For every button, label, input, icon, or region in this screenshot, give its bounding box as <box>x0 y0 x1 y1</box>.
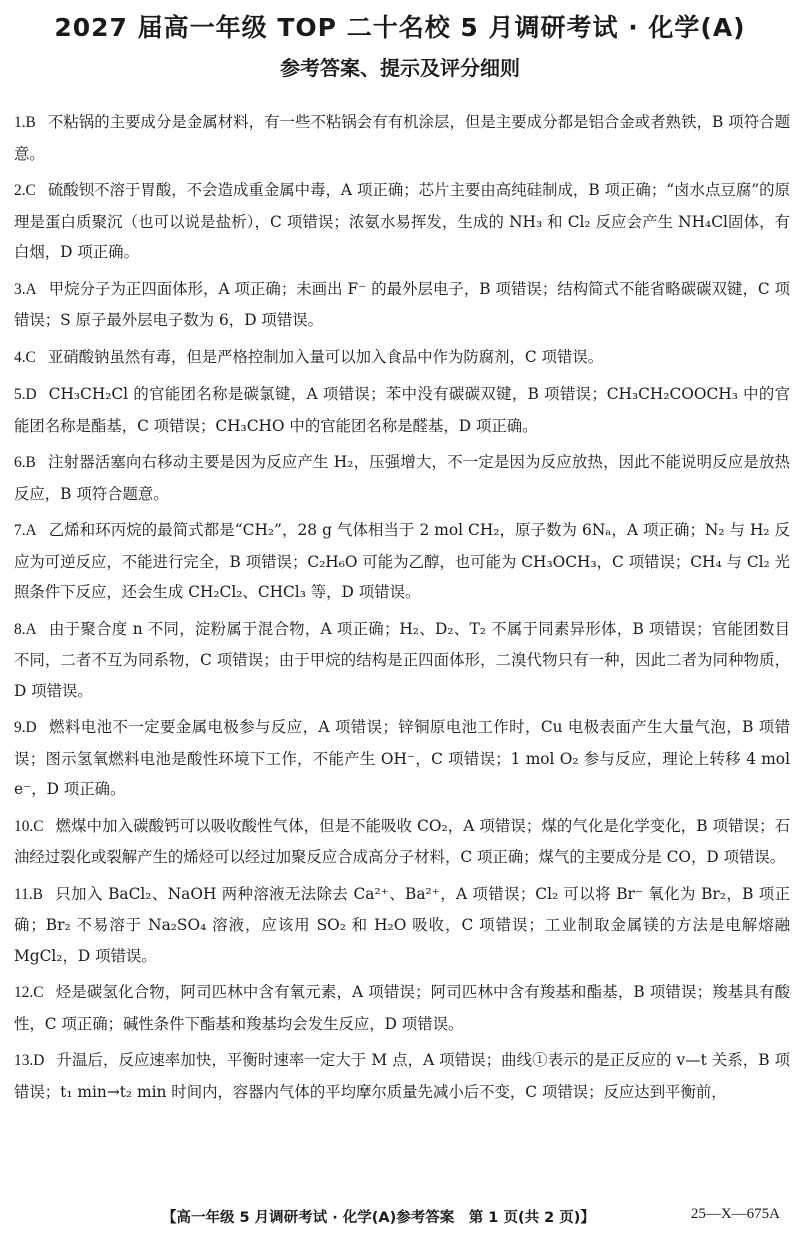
footer-page-info: 【高一年级 5 月调研考试 · 化学(A)参考答案 第 1 页(共 2 页)】 <box>162 1210 595 1226</box>
item-explanation: 甲烷分子为正四面体形，A 项正确；未画出 F⁻ 的最外层电子，B 项错误；结构简式不能省略碳碳双键，C 项错误；S 原子最外层电子数为 6，D 项错误。 <box>14 279 790 329</box>
item-explanation: 乙烯和环丙烷的最简式都是“CH₂”，28 g 气体相当于 2 mol CH₂，原子数为 6Nₐ，A 项正确；N₂ 与 H₂ 反应为可逆反应，不能进行完全，B 项错误；C₂H₆O 可能为乙醇，也可能为 CH₃OCH₃，C 项错误；CH₄ 与 Cl₂ 光照条件下反应，还会生成 CH₂Cl₂、CHCl₃ 等，D 项错误。 <box>14 521 790 601</box>
item-explanation: 硫酸钡不溶于胃酸，不会造成重金属中毒，A 项正确；芯片主要由高纯硅制成，B 项正确；“卤水点豆腐”的原理是蛋白质聚沉（也可以说是盐析），C 项错误；浓氨水易挥发，生成的 NH₃ 和 Cl₂ 反应会产生 NH₄Cl固体，有白烟，D 项正确。 <box>14 181 790 261</box>
item-answer: B <box>32 885 43 903</box>
item-number: 3. <box>14 280 26 298</box>
item-number: 5. <box>14 386 26 403</box>
item-number: 2. <box>14 182 26 199</box>
item-answer: C <box>25 348 36 366</box>
item-number: 7. <box>14 522 26 539</box>
item-number: 4. <box>14 348 26 366</box>
answer-item <box>14 712 790 805</box>
item-answer: A <box>25 522 37 539</box>
item-explanation: CH₃CH₂Cl 的官能团名称是碳氯键，A 项错误；苯中没有碳碳双键，B 项错误；CH₃CH₂COOCH₃ 中的官能团名称是酯基，C 项错误；CH₃CHO 中的官能团名称是醛基，D 项正确。 <box>14 385 790 435</box>
answer-list <box>14 107 790 1113</box>
page-title: 2027 届高一年级 TOP 二十名校 5 月调研考试 · 化学(A) <box>54 13 746 42</box>
item-explanation: 不粘锅的主要成分是金属材料，有一些不粘锅会有有机涂层，但是主要成分都是铝合金或者熟铁，B 项符合题意。 <box>14 113 790 163</box>
item-number: 10. <box>14 817 34 835</box>
item-answer: C <box>33 984 44 1001</box>
item-explanation: 烃是碳氢化合物，阿司匹林中含有氧元素，A 项错误；阿司匹林中含有羧基和酯基，B 项错误；羧基具有酸性，C 项正确；碱性条件下酯基和羧基均会发生反应，D 项错误。 <box>14 983 790 1033</box>
answer-item <box>14 342 790 374</box>
answer-item <box>14 614 790 707</box>
page-footer <box>0 1202 800 1230</box>
answer-item <box>14 274 790 336</box>
answer-item <box>14 107 790 169</box>
answer-item <box>14 879 790 972</box>
page-subtitle: 参考答案、提示及评分细则 <box>280 56 520 80</box>
item-explanation: 亚硝酸钠虽然有毒，但是严格控制加入量可以加入食品中作为防腐剂，C 项错误。 <box>47 347 604 366</box>
item-number: 1. <box>14 114 26 131</box>
answer-item <box>14 1045 790 1107</box>
answer-item <box>14 175 790 268</box>
item-answer: D <box>25 386 37 403</box>
item-number: 12. <box>14 984 34 1001</box>
footer-code: 25—X—675A <box>690 1206 780 1222</box>
answer-item <box>14 811 790 873</box>
item-explanation: 升温后，反应速率加快，平衡时速率一定大于 M 点，A 项错误；曲线①表示的是正反应的 v—t 关系，B 项错误；t₁ min→t₂ min 时间内，容器内气体的平均摩尔质量先减小后不变，C 项错误；反应达到平衡前， <box>14 1051 790 1101</box>
item-answer: A <box>25 620 37 638</box>
item-explanation: 燃煤中加入碳酸钙可以吸收酸性气体，但是不能吸收 CO₂，A 项错误；煤的气化是化学变化，B 项错误；石油经过裂化或裂解产生的烯烃可以经过加聚反应合成高分子材料，C 项正确；煤气的主要成分是 CO，D 项错误。 <box>14 816 790 866</box>
item-answer: D <box>25 719 37 736</box>
item-answer: B <box>25 114 36 131</box>
item-answer: C <box>25 182 36 199</box>
answer-item <box>14 977 790 1039</box>
item-answer: C <box>33 817 44 835</box>
answer-item <box>14 379 790 441</box>
item-explanation: 由于聚合度 n 不同，淀粉属于混合物，A 项正确；H₂、D₂、T₂ 不属于同素异形体，B 项错误；官能团数目不同，二者不互为同系物，C 项错误；由于甲烷的结构是正四面体形，二溴代物只有一种，因此二者为同种物质，D 项错误。 <box>14 619 790 700</box>
item-answer: A <box>25 280 37 298</box>
item-number: 8. <box>14 620 26 638</box>
answer-item <box>14 515 790 608</box>
item-answer: D <box>33 1052 45 1069</box>
item-number: 9. <box>14 719 26 736</box>
item-number: 13. <box>14 1052 34 1069</box>
item-explanation: 注射器活塞向右移动主要是因为反应产生 H₂，压强增大，不一定是因为反应放热，因此不能说明反应是放热反应，B 项符合题意。 <box>14 453 790 503</box>
item-number: 11. <box>14 885 33 903</box>
item-explanation: 燃料电池不一定要金属电极参与反应，A 项错误；锌铜原电池工作时，Cu 电极表面产生大量气泡，B 项错误；图示氢氧燃料电池是酸性环境下工作，不能产生 OH⁻，C 项错误；1 mol O₂ 参与反应，理论上转移 4 mol e⁻，D 项正确。 <box>14 718 790 798</box>
item-number: 6. <box>14 454 26 471</box>
answer-item <box>14 447 790 509</box>
item-explanation: 只加入 BaCl₂、NaOH 两种溶液无法除去 Ca²⁺、Ba²⁺，A 项错误；Cl₂ 可以将 Br⁻ 氧化为 Br₂，B 项正确；Br₂ 不易溶于 Na₂SO₄ 溶液，应该用 SO₂ 和 H₂O 吸收，C 项错误；工业制取金属镁的方法是电解熔融 MgCl₂，D 项错误。 <box>14 884 790 965</box>
item-answer: B <box>25 454 36 471</box>
